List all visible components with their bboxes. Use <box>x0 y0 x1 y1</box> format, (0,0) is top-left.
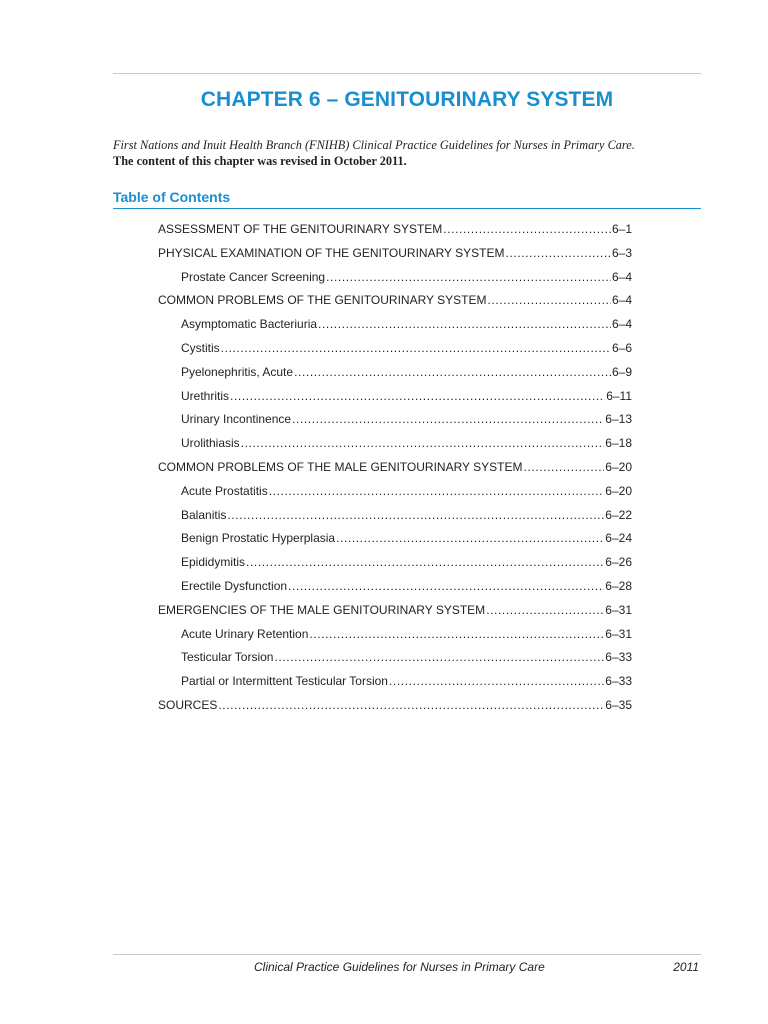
toc-entry-page: 6–26 <box>605 555 632 570</box>
toc-entry[interactable] <box>181 555 632 573</box>
toc-entry-page: 6–4 <box>611 317 632 332</box>
toc-entry-page: 6–22 <box>605 507 632 522</box>
footer-title: Clinical Practice Guidelines for Nurses in Primary Care <box>254 960 545 974</box>
footer-divider <box>113 954 701 955</box>
toc-entry[interactable] <box>181 484 632 502</box>
toc-leader-dots <box>524 460 605 474</box>
toc-entry[interactable] <box>158 603 632 621</box>
chapter-title: CHAPTER 6 – GENITOURINARY SYSTEM <box>200 88 614 111</box>
toc-entry-page: 6–28 <box>605 579 632 593</box>
toc-entry[interactable] <box>158 698 632 716</box>
toc-entry-label: Benign Prostatic Hyperplasia <box>181 531 336 546</box>
toc-entry-label: Asymptomatic Bacteriuria <box>181 317 318 332</box>
toc-entry[interactable] <box>181 389 632 407</box>
toc-entry[interactable] <box>158 460 632 478</box>
toc-entry-label: Epididymitis <box>181 555 246 570</box>
toc-entry[interactable] <box>181 650 632 668</box>
toc-entry-page: 6–33 <box>605 674 632 689</box>
toc-leader-dots <box>443 222 611 236</box>
toc-entry[interactable] <box>181 674 632 692</box>
toc-entry[interactable] <box>181 341 632 359</box>
toc-leader-dots <box>241 436 605 450</box>
toc-entry-page: 6–4 <box>611 293 632 308</box>
toc-leader-dots <box>326 270 611 284</box>
toc-entry-label: Testicular Torsion <box>181 650 274 665</box>
toc-entry[interactable] <box>181 508 632 526</box>
toc-entry-label: COMMON PROBLEMS OF THE GENITOURINARY SYSTEM <box>158 293 487 308</box>
toc-entry[interactable] <box>181 317 632 335</box>
toc-entry[interactable] <box>181 365 632 383</box>
toc-leader-dots <box>292 412 604 426</box>
toc-entry-label: Partial or Intermittent Testicular Torsion <box>181 674 388 689</box>
toc-entry[interactable] <box>181 531 632 549</box>
toc-entry-label: Urethritis <box>181 388 230 403</box>
toc-entry-label: Erectile Dysfunction <box>181 579 288 593</box>
toc-entry-label: Urinary Incontinence <box>181 412 292 427</box>
toc-entry-label: Acute Urinary Retention <box>181 626 309 641</box>
toc-leader-dots <box>227 508 604 522</box>
toc-leader-dots <box>506 246 611 260</box>
toc-entry-page: 6–13 <box>605 412 632 427</box>
toc-leader-dots <box>269 484 605 498</box>
toc-entry-page: 6–6 <box>611 341 632 355</box>
toc-leader-dots <box>486 603 604 617</box>
toc-heading: Table of Contents <box>113 189 231 205</box>
toc-leader-dots <box>246 555 604 569</box>
toc-leader-dots <box>318 317 611 331</box>
toc-entry-page: 6–20 <box>605 460 632 474</box>
toc-entry-page: 6–1 <box>611 222 632 236</box>
toc-leader-dots <box>221 341 611 355</box>
chapter-subtitle: First Nations and Inuit Health Branch (FNIHB) Clinical Practice Guidelines for Nurses in Primary Care. <box>113 138 635 152</box>
toc-leader-dots <box>294 365 611 379</box>
top-divider <box>113 73 701 74</box>
footer-year: 2011 <box>673 960 699 974</box>
toc-entry[interactable] <box>181 436 632 454</box>
toc-entry-page: 6–35 <box>605 698 632 712</box>
toc-entry-label: EMERGENCIES OF THE MALE GENITOURINARY SYSTEM <box>158 602 486 617</box>
toc-entry-page: 6–18 <box>605 436 632 451</box>
toc-leader-dots <box>309 627 604 641</box>
toc-entry-page: 6–31 <box>605 602 632 617</box>
toc-entry[interactable] <box>181 412 632 430</box>
toc-entry-label: Balanitis <box>181 507 227 522</box>
toc-entry[interactable] <box>181 579 632 597</box>
toc-leader-dots <box>274 650 604 664</box>
toc-entry-label: SOURCES <box>158 698 218 712</box>
toc-entry[interactable] <box>158 246 632 264</box>
toc-entry-label: Urolithiasis <box>181 436 240 451</box>
toc-entry[interactable] <box>158 293 632 311</box>
toc-entry-label: Prostate Cancer Screening <box>181 269 326 284</box>
toc-entry-label: Acute Prostatitis <box>181 483 268 498</box>
toc-entry-page: 6–31 <box>605 626 632 641</box>
toc-entry-page: 6–20 <box>605 483 632 498</box>
toc-entry-label: ASSESSMENT OF THE GENITOURINARY SYSTEM <box>158 222 443 236</box>
toc-entry-page: 6–9 <box>611 364 632 379</box>
toc-heading-divider <box>113 208 701 209</box>
toc-leader-dots <box>336 531 604 545</box>
toc-leader-dots <box>218 698 604 712</box>
toc-leader-dots <box>230 389 605 403</box>
toc-entry[interactable] <box>181 270 632 288</box>
toc-entry-page: 6–4 <box>611 269 632 284</box>
toc-entry-label: Pyelonephritis, Acute <box>181 364 294 379</box>
toc-entry-label: COMMON PROBLEMS OF THE MALE GENITOURINARY SYSTEM <box>158 460 523 474</box>
toc-entry-page: 6–24 <box>605 531 632 546</box>
toc-leader-dots <box>389 674 604 688</box>
toc-entry[interactable] <box>158 222 632 240</box>
toc-entry-page: 6–11 <box>606 388 632 403</box>
toc-leader-dots <box>488 293 611 307</box>
toc-entry-page: 6–3 <box>611 245 632 260</box>
revision-note: The content of this chapter was revised in October 2011. <box>113 154 407 168</box>
toc-leader-dots <box>288 579 604 593</box>
toc-entry-label: PHYSICAL EXAMINATION OF THE GENITOURINARY SYSTEM <box>158 245 505 260</box>
toc-entry-label: Cystitis <box>181 341 220 355</box>
toc-entry-page: 6–33 <box>605 650 632 665</box>
toc-entry[interactable] <box>181 627 632 645</box>
